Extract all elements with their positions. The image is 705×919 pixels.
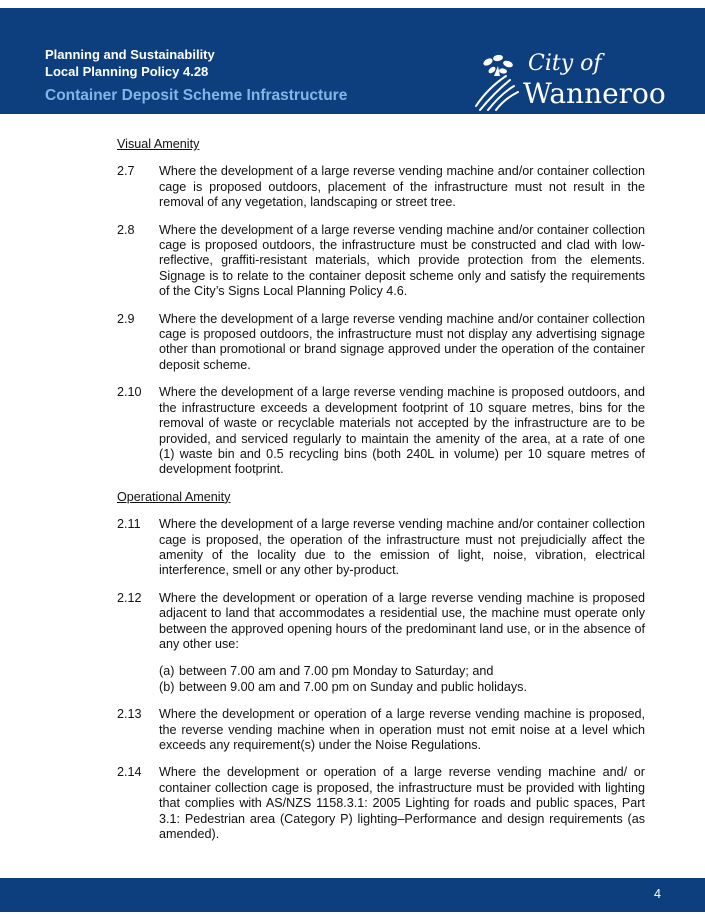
clause-number: 2.11 — [117, 517, 141, 532]
clause-number: 2.13 — [117, 707, 142, 722]
header-department: Planning and Sustainability — [45, 47, 215, 62]
clause-text: Where the development of a large reverse vending machine and/or container collection cage is proposed, the operation of the infrastructure must not prejudicially affect the amenity of the locality due to the emission of light, noise, vibration, electrical interference, smell or any other by-product. — [159, 517, 645, 578]
clause-2-8 — [117, 223, 645, 300]
header-subtitle: Container Deposit Scheme Infrastructure — [45, 87, 348, 104]
section-heading-visual-amenity: Visual Amenity — [117, 137, 200, 151]
clause-text: Where the development or operation of a large reverse vending machine and/ or container collection cage is proposed, the infrastructure must be provided with lighting that complies with AS/NZS 1158.3.1: 2005 Lighting for roads and public spaces, Part 3.1: Pedestrian area (Category P) lighting–Performance and design requirements (as amended). — [159, 765, 645, 842]
list-item — [159, 679, 645, 695]
policy-body — [117, 137, 645, 854]
list-item — [159, 664, 645, 679]
clause-text: Where the development of a large reverse vending machine is proposed outdoors, and the infrastructure exceeds a development footprint of 10 square metres, bins for the removal of waste or recyclable materials not accepted by the infrastructure are to be provided, and serviced regularly to maintain the amenity of the area, at a rate of one (1) waste bin and 0.5 recycling bins (both 240L in volume) per 10 square metres of development footprint. — [159, 385, 645, 477]
clause-2-12-sublist — [117, 664, 645, 695]
list-item-label: (a) — [159, 664, 175, 679]
clause-number: 2.7 — [117, 164, 135, 179]
list-item-label: (b) — [159, 679, 175, 694]
clause-2-13 — [117, 707, 645, 753]
top-strip — [0, 0, 705, 8]
page-footer — [0, 878, 705, 912]
page-header — [0, 8, 705, 114]
clause-text: Where the development or operation of a large reverse vending machine is proposed, the reverse vending machine when in operation must not emit noise at a level which exceeds any requirement(s) under the Noise Regulations. — [159, 707, 645, 752]
clause-2-9 — [117, 312, 645, 374]
clause-2-10 — [117, 385, 645, 477]
clause-number: 2.8 — [117, 222, 135, 237]
list-item-text: between 9.00 am and 7.00 pm on Sunday and public holidays. — [179, 679, 527, 694]
page-number: 4 — [653, 887, 661, 901]
section-heading-operational-amenity: Operational Amenity — [117, 489, 231, 504]
clause-text: Where the development of a large reverse vending machine and/or container collection cage is proposed outdoors, the infrastructure must be constructed and clad with low-reflective, graffiti-resistant materials, which provide protection from the elements. Signage is to relate to the container deposit scheme only and satisfy the requirements of the City’s Signs Local Planning Policy 4.6. — [159, 222, 645, 299]
clause-text: Where the development of a large reverse vending machine and/or container collection cage is proposed outdoors, placement of the infrastructure must not result in the removal of any vegetation, landscaping or street tree. — [159, 164, 645, 210]
clause-2-11 — [117, 517, 645, 579]
clause-number: 2.10 — [117, 385, 142, 400]
clause-number: 2.9 — [117, 311, 135, 326]
header-policy: Local Planning Policy 4.28 — [45, 64, 209, 79]
clause-text: Where the development or operation of a large reverse vending machine is proposed adjacent to land that accommodates a residential use, the machine must operate only between the approved opening hours of the predominant land use, or in the absence of any other use: — [159, 590, 645, 651]
logo-wanneroo: Wanneroo — [523, 77, 666, 110]
kangaroo-paw-icon — [470, 48, 522, 114]
clause-number: 2.14 — [117, 765, 142, 780]
clause-text: Where the development of a large reverse vending machine and/or container collection cage is proposed outdoors, the infrastructure must not display any advertising signage other than promotional or brand signage approved under the operation of the container deposit scheme. — [159, 311, 645, 372]
clause-2-14 — [117, 765, 645, 842]
list-item-text: between 7.00 am and 7.00 pm Monday to Saturday; and — [179, 664, 494, 679]
city-logo — [470, 48, 680, 118]
clause-2-12 — [117, 591, 645, 653]
logo-city-of: City of — [528, 51, 602, 76]
clause-2-7 — [117, 164, 645, 210]
clause-number: 2.12 — [117, 590, 142, 605]
